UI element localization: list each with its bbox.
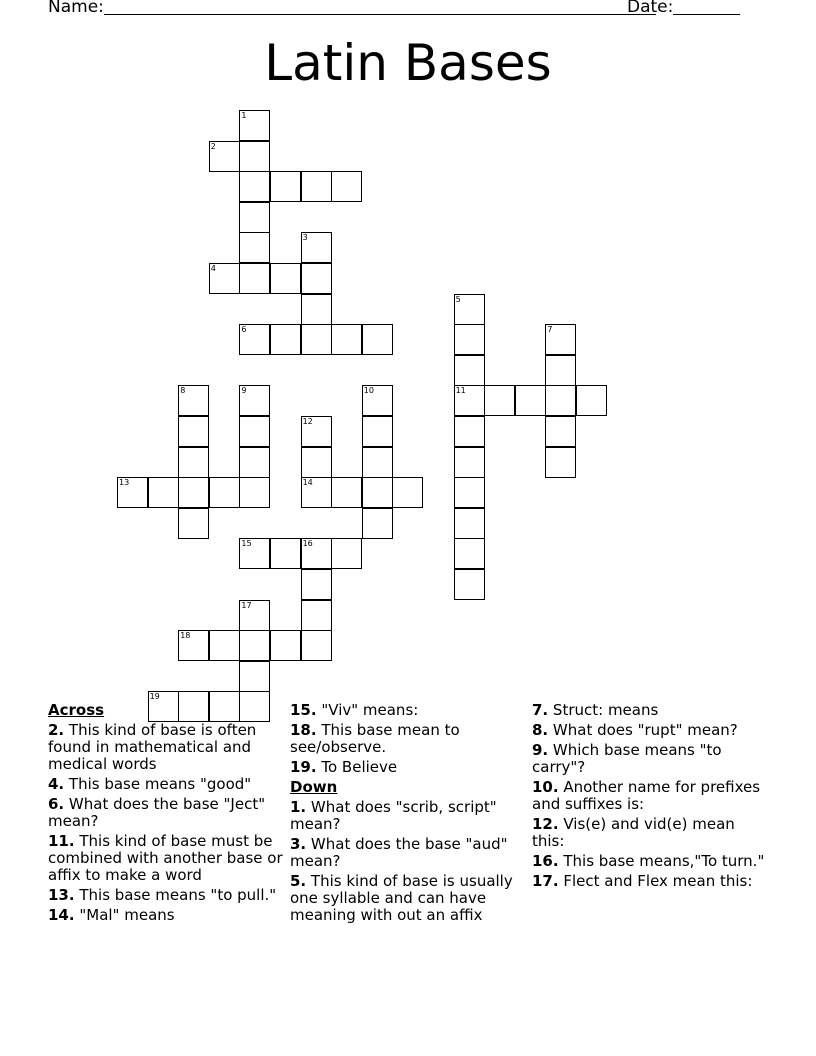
- crossword-cell[interactable]: [178, 416, 209, 447]
- clue-number: 3.: [290, 835, 307, 853]
- crossword-cell[interactable]: [270, 538, 301, 569]
- clue-number: 18.: [290, 721, 317, 739]
- crossword-cell[interactable]: [545, 355, 576, 386]
- crossword-cell[interactable]: [178, 508, 209, 539]
- crossword-cell[interactable]: [239, 385, 270, 416]
- clue-text: Another name for prefixes and suffixes is:: [532, 778, 761, 813]
- clue-number: 7: [547, 325, 553, 335]
- clue-number: 11: [455, 386, 466, 396]
- crossword-cell[interactable]: [239, 263, 270, 294]
- clue-number: 18: [180, 631, 191, 641]
- crossword-cell[interactable]: [270, 630, 301, 661]
- clue-number: 6: [241, 325, 247, 335]
- clue: [532, 779, 768, 813]
- clue-number: 15.: [290, 701, 317, 719]
- crossword-cell[interactable]: [239, 110, 270, 141]
- crossword-cell[interactable]: [239, 630, 270, 661]
- crossword-cell[interactable]: [545, 447, 576, 478]
- clue: [48, 776, 284, 793]
- crossword-cell[interactable]: [117, 477, 148, 508]
- clue-text: What does "rupt" mean?: [552, 721, 738, 739]
- crossword-cell[interactable]: [454, 569, 485, 600]
- clue: [290, 836, 526, 870]
- crossword-cell[interactable]: [301, 447, 332, 478]
- clue: [48, 722, 284, 773]
- clue-text: "Mal" means: [79, 906, 175, 924]
- clue-number: 13: [119, 478, 130, 488]
- clue-number: 16: [302, 539, 313, 549]
- clue-number: 19: [149, 692, 160, 702]
- crossword-cell[interactable]: [454, 385, 485, 416]
- clue-number: 7.: [532, 701, 549, 719]
- clue: [48, 796, 284, 830]
- crossword-cell[interactable]: [239, 324, 270, 355]
- crossword-cell[interactable]: [331, 477, 362, 508]
- crossword-cell[interactable]: [239, 447, 270, 478]
- clue-text: This kind of base is often found in mathematical and medical words: [48, 721, 257, 773]
- crossword-cell[interactable]: [239, 661, 270, 692]
- clue-text: What does the base "Ject" mean?: [48, 795, 266, 830]
- clue-text: To Believe: [321, 758, 398, 776]
- clue: [48, 833, 284, 884]
- crossword-cell[interactable]: [301, 600, 332, 631]
- crossword-cell[interactable]: [484, 385, 515, 416]
- crossword-cell[interactable]: [239, 538, 270, 569]
- crossword-cell[interactable]: [301, 416, 332, 447]
- clue-number: 1.: [290, 798, 307, 816]
- clue-text: Vis(e) and vid(e) mean this:: [532, 815, 735, 850]
- clue: [532, 742, 768, 776]
- crossword-cell[interactable]: [545, 416, 576, 447]
- crossword-cell[interactable]: [515, 385, 546, 416]
- clue: [290, 702, 526, 719]
- clue-text: This kind of base must be combined with another base or affix to make a word: [48, 832, 283, 884]
- crossword-cell[interactable]: [301, 171, 332, 202]
- clue-number: 5: [455, 294, 461, 304]
- crossword-cell[interactable]: [270, 263, 301, 294]
- crossword-cell[interactable]: [331, 324, 362, 355]
- crossword-cell[interactable]: [239, 600, 270, 631]
- clue: [290, 759, 526, 776]
- clue: [532, 816, 768, 850]
- clue-text: This base mean to see/observe.: [290, 721, 460, 756]
- crossword-cell[interactable]: [454, 294, 485, 325]
- clue-number: 5.: [290, 872, 307, 890]
- clue-number: 8.: [532, 721, 549, 739]
- crossword-cell[interactable]: [454, 538, 485, 569]
- clue: [48, 907, 284, 924]
- crossword-cell[interactable]: [301, 294, 332, 325]
- clue-text: This base means "to pull.": [79, 886, 277, 904]
- clue-column-1: [48, 702, 284, 927]
- clue-number: 10.: [532, 778, 559, 796]
- clue-number: 19.: [290, 758, 317, 776]
- crossword-cell[interactable]: [331, 171, 362, 202]
- crossword-cell[interactable]: [301, 324, 332, 355]
- clue-number: 17.: [532, 872, 559, 890]
- crossword-cell[interactable]: [239, 202, 270, 233]
- crossword-cell[interactable]: [148, 477, 179, 508]
- crossword-cell[interactable]: [239, 171, 270, 202]
- crossword-cell[interactable]: [178, 630, 209, 661]
- crossword-cell[interactable]: [209, 477, 240, 508]
- clue-number: 14: [302, 478, 313, 488]
- clue-number: 12.: [532, 815, 559, 833]
- clue-number: 9: [241, 386, 247, 396]
- crossword-cell[interactable]: [301, 477, 332, 508]
- crossword-cell[interactable]: [301, 630, 332, 661]
- crossword-cell[interactable]: [209, 263, 240, 294]
- crossword-cell[interactable]: [454, 324, 485, 355]
- clue-text: "Viv" means:: [321, 701, 419, 719]
- clue-text: Which base means "to carry"?: [532, 741, 722, 776]
- clue-number: 11.: [48, 832, 75, 850]
- clue-text: Flect and Flex mean this:: [563, 872, 753, 890]
- clue-text: This kind of base is usually one syllable and can have meaning with out an affix: [290, 872, 513, 924]
- clue-column-3: [532, 702, 768, 893]
- clue-number: 15: [241, 539, 252, 549]
- crossword-cell[interactable]: [545, 324, 576, 355]
- crossword-cell[interactable]: [270, 324, 301, 355]
- page-title: Latin Bases: [264, 34, 552, 92]
- crossword-cell[interactable]: [178, 385, 209, 416]
- clue-number: 8: [180, 386, 186, 396]
- crossword-cell[interactable]: [454, 447, 485, 478]
- clue-text: This base means "good": [68, 775, 252, 793]
- clue: [532, 873, 768, 890]
- crossword-cell[interactable]: [301, 263, 332, 294]
- clue-number: 3: [302, 233, 308, 243]
- clue-number: 4: [210, 264, 216, 273]
- clue-number: 9.: [532, 741, 549, 759]
- down-heading: Down: [290, 778, 338, 796]
- clue: [290, 722, 526, 756]
- clue-number: 4.: [48, 775, 65, 793]
- clue-number: 17: [241, 600, 252, 610]
- clue-number: 14.: [48, 906, 75, 924]
- crossword-cell[interactable]: [454, 477, 485, 508]
- clue-text: What does "scrib, script" mean?: [290, 798, 497, 833]
- name-label: Name:: [48, 0, 104, 17]
- across-heading: Across: [48, 701, 105, 719]
- crossword-cell[interactable]: [362, 477, 393, 508]
- crossword-cell[interactable]: [576, 385, 607, 416]
- crossword-cell[interactable]: [362, 447, 393, 478]
- clue-number: 10: [363, 386, 374, 396]
- crossword-cell[interactable]: [239, 141, 270, 172]
- crossword-cell[interactable]: [545, 385, 576, 416]
- date-label: Date:: [627, 0, 674, 17]
- clue: [290, 799, 526, 833]
- clue: [532, 853, 768, 870]
- crossword-cell[interactable]: [362, 416, 393, 447]
- crossword-cell[interactable]: [301, 538, 332, 569]
- crossword-cell[interactable]: [178, 447, 209, 478]
- clue-number: 2: [210, 141, 216, 151]
- clue: [532, 722, 768, 739]
- clue: [290, 873, 526, 924]
- clue: [532, 702, 768, 719]
- clue-number: 6.: [48, 795, 65, 813]
- clue-text: This base means,"To turn.": [563, 852, 765, 870]
- crossword-cell[interactable]: [454, 355, 485, 386]
- clue-number: 1: [241, 111, 247, 120]
- clue-text: Struct: means: [552, 701, 659, 719]
- clue-number: 2.: [48, 721, 65, 739]
- crossword-cell[interactable]: [454, 508, 485, 539]
- crossword-cell[interactable]: [239, 477, 270, 508]
- clue-number: 16.: [532, 852, 559, 870]
- clue: [48, 887, 284, 904]
- crossword-cell[interactable]: [454, 416, 485, 447]
- clue-column-2: [290, 702, 526, 927]
- crossword-cell[interactable]: [301, 232, 332, 263]
- clue-text: What does the base "aud" mean?: [290, 835, 508, 870]
- crossword-cell[interactable]: [301, 569, 332, 600]
- crossword-cell[interactable]: [209, 630, 240, 661]
- crossword-cell[interactable]: [239, 232, 270, 263]
- crossword-cell[interactable]: [362, 385, 393, 416]
- crossword-cell[interactable]: [362, 508, 393, 539]
- crossword-cell[interactable]: [392, 477, 423, 508]
- clue-number: 13.: [48, 886, 75, 904]
- crossword-cell[interactable]: [239, 416, 270, 447]
- crossword-cell[interactable]: [362, 324, 393, 355]
- crossword-cell[interactable]: [209, 141, 240, 172]
- crossword-cell[interactable]: [331, 538, 362, 569]
- clue-number: 12: [302, 417, 313, 426]
- crossword-cell[interactable]: [178, 477, 209, 508]
- crossword-cell[interactable]: [270, 171, 301, 202]
